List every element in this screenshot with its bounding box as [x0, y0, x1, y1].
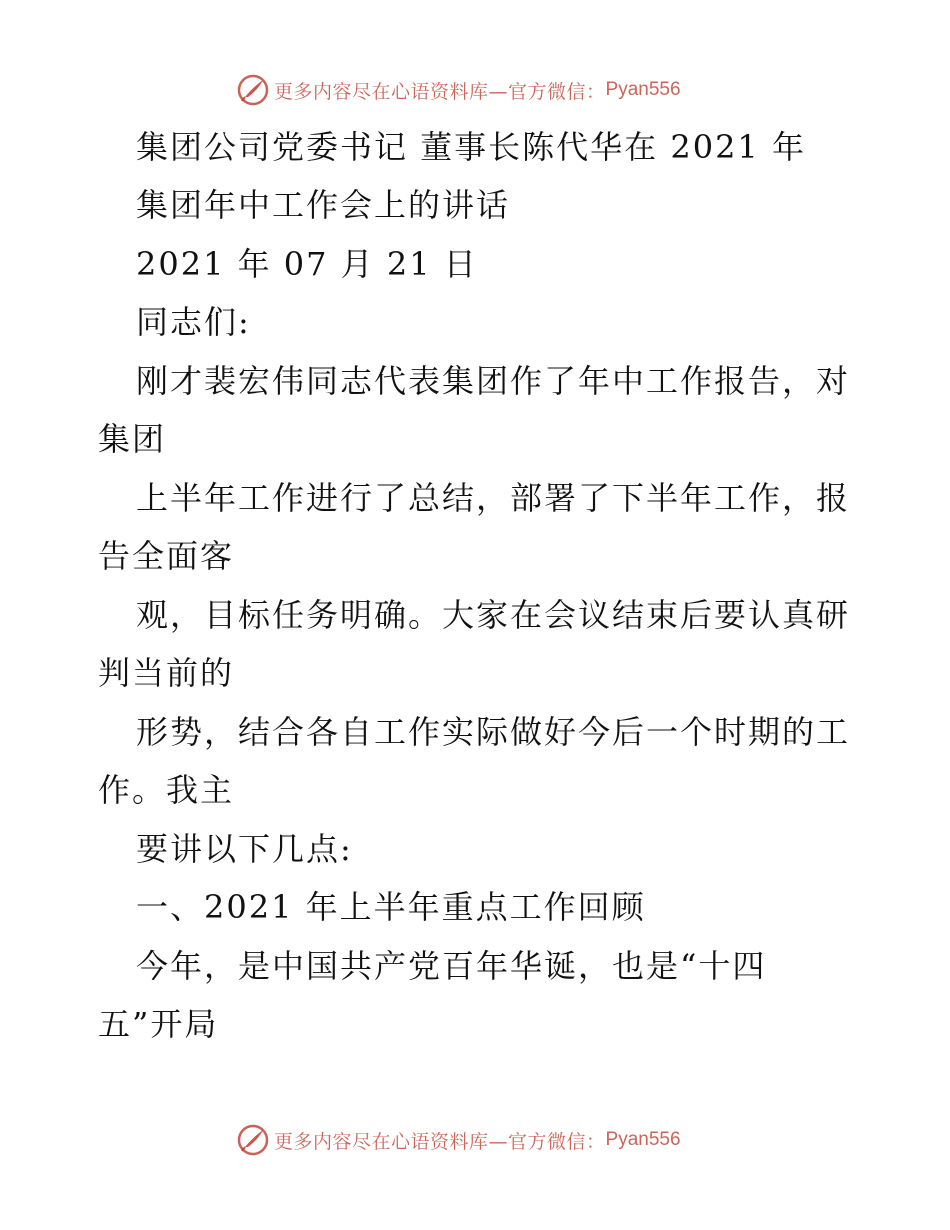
watermark-text: 更多内容尽在心语资料库—官方微信： — [274, 1130, 606, 1153]
section-heading: 一、2021 年上半年重点工作回顾 — [136, 888, 646, 926]
paragraph-line: 判当前的 — [98, 654, 235, 692]
watermark-wechat-id: Pyan556 — [605, 79, 681, 100]
paragraph-line: 刚才裴宏伟同志代表集团作了年中工作报告，对 — [136, 362, 851, 400]
watermark-text: 更多内容尽在心语资料库—官方微信： — [274, 80, 606, 103]
paragraph-line: 形势，结合各自工作实际做好今后一个时期的工 — [136, 713, 851, 751]
watermark-wechat-id: Pyan556 — [605, 1129, 681, 1150]
paragraph-line: 作。我主 — [98, 771, 235, 809]
quill-logo-icon — [236, 73, 270, 107]
title-line-1: 集团公司党委书记 董事长陈代华在 2021 年 — [136, 128, 806, 166]
header-watermark — [236, 72, 681, 108]
paragraph-line: 集团 — [98, 420, 167, 458]
footer-watermark — [236, 1122, 681, 1158]
salutation: 同志们: — [136, 303, 251, 341]
paragraph-line: 上半年工作进行了总结，部署了下半年工作，报 — [136, 479, 851, 517]
paragraph-line: 告全面客 — [98, 537, 235, 575]
quill-logo-icon — [236, 1123, 270, 1157]
title-line-2: 集团年中工作会上的讲话 — [136, 186, 511, 224]
paragraph-line: 观，目标任务明确。大家在会议结束后要认真研 — [136, 596, 851, 634]
paragraph-line: 五”开局 — [98, 1005, 219, 1043]
paragraph-line: 要讲以下几点: — [136, 830, 353, 868]
date-line: 2021 年 07 月 21 日 — [136, 245, 478, 283]
paragraph-line: 今年，是中国共产党百年华诞，也是“十四 — [136, 947, 767, 985]
